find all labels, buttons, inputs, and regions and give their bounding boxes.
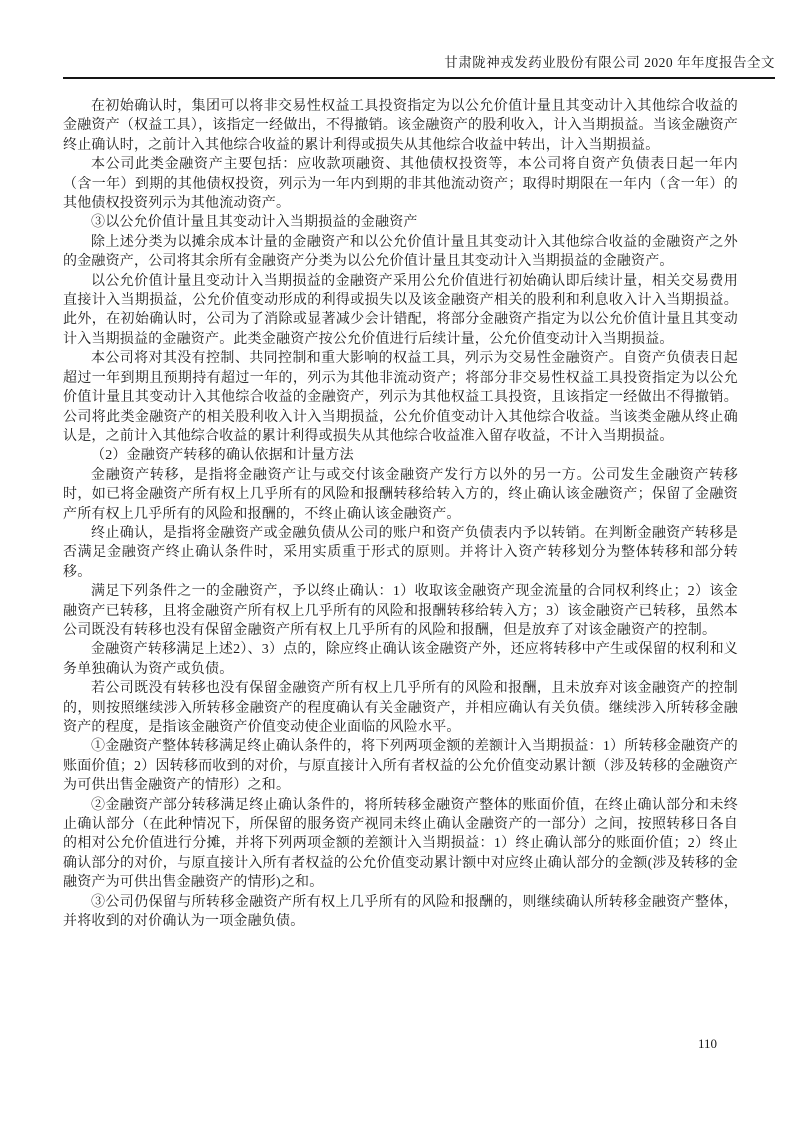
body-paragraph: ①金融资产整体转移满足终止确认条件的，将下列两项金额的差额计入当期损益：1）所转移金融资产的账面价值；2）因转移而收到的对价，与原直接计入所有者权益的公允价值变动累计额（涉及转移的金融资产为可供出售金融资产的情形）之和。 xyxy=(63,739,738,794)
body-paragraph: 若公司既没有转移也没有保留金融资产所有权上几乎所有的风险和报酬，且未放弃对该金融资产的控制的，则按照继续涉入所转移金融资产的程度确认有关金融资产，并相应确认有关负债。继续涉入所转移金融资产的程度，是指该金融资产价值变动使企业面临的风险水平。 xyxy=(63,681,738,735)
body-paragraph: 除上述分类为以摊余成本计量的金融资产和以公允价值计量且其变动计入其他综合收益的金融资产之外的金融资产，公司将其余所有金融资产分类为以公允价值计量且其变动计入当期损益的金融资产。 xyxy=(63,234,738,270)
header-rule xyxy=(63,77,775,79)
body-paragraph: 满足下列条件之一的金融资产，予以终止确认：1）收取该金融资产现金流量的合同权利终止；2）该金融资产已转移，且将金融资产所有权上几乎所有的风险和报酬转移给转入方；3）该金融资产已转移，虽然本公司既没有转移也没有保留金融资产所有权上几乎所有的风险和报酬，但是放弃了对该金融资产的控制。 xyxy=(63,584,738,638)
section-heading-fvtpl: ③以公允价值计量且其变动计入当期损益的金融资产 xyxy=(91,215,418,231)
body-paragraph: ②金融资产部分转移满足终止确认条件的，将所转移金融资产整体的账面价值，在终止确认部分和未终止确认部分（在此种情况下，所保留的服务资产视同未终止确认金融资产的一部分）之间，按照转移日各自的相对公允价值进行分摊，并将下列两项金额的差额计入当期损益：1）终止确认部分的账面价值；2）终止确认部分的对价，与原直接计入所有者权益的公允价值变动累计额中对应终止确认部分的金额(涉及转移的金融资产为可供出售金融资产的情形)之和。 xyxy=(63,797,738,891)
body-paragraph: 终止确认，是指将金融资产或金融负债从公司的账户和资产负债表内予以转销。在判断金融资产转移是否满足金融资产终止确认条件时，采用实质重于形式的原则。并将计入资产转移划分为整体转移和部分转移。 xyxy=(63,525,738,580)
body-paragraph: 本公司此类金融资产主要包括：应收款项融资、其他债权投资等，本公司将自资产负债表日起一年内（含一年）到期的其他债权投资，列示为一年内到期的非其他流动资产；取得时期限在一年内（含一年）的其他债权投资列示为其他流动资产。 xyxy=(63,157,738,212)
body-paragraph: 在初始确认时，集团可以将非交易性权益工具投资指定为以公允价值计量且其变动计入其他综合收益的金融资产（权益工具），该指定一经做出，不得撤销。该金融资产的股利收入，计入当期损益。当该金融资产终止确认时，之前计入其他综合收益的累计利得或损失从其他综合收益中转出，计入当期损益。 xyxy=(63,99,738,153)
body-paragraph: 金融资产转移，是指将金融资产让与或交付该金融资产发行方以外的另一方。公司发生金融资产转移时，如已将金融资产所有权上几乎所有的风险和报酬转移给转入方的，终止确认该金融资产；保留了金融资产所有权上几乎所有的风险和报酬的，不终止确认该金融资产。 xyxy=(63,467,738,522)
report-body xyxy=(63,97,738,931)
report-header-title: 甘肃陇神戎发药业股份有限公司 2020 年年度报告全文 xyxy=(444,55,775,70)
body-paragraph: 以公允价值计量且变动计入当期损益的金融资产采用公允价值进行初始确认即后续计量，相关交易费用直接计入当期损益，公允价值变动形成的利得或损失以及该金融资产相关的股利和利息收入计入当期损益。此外，在初始确认时，公司为了消除或显著减少会计错配，将部分金融资产指定为以公允价值计量且其变动计入当期损益的金融资产。此类金融资产按公允价值进行后续计量，公允价值变动计入当期损益。 xyxy=(63,273,738,347)
body-paragraph: 金融资产转移满足上述2）、3）点的，除应终止确认该金融资产外，还应将转移中产生或保留的权利和义务单独确认为资产或负债。 xyxy=(63,642,738,677)
body-paragraph: 本公司将对其没有控制、共同控制和重大影响的权益工具，列示为交易性金融资产。自资产负债表日起超过一年到期且预期持有超过一年的，列示为其他非流动资产；将部分非交易性权益工具投资指定为以公允价值计量且其变动计入其他综合收益的金融资产，列示为其他权益工具投资，且该指定一经做出不得撤销。公司将此类金融资产的相关股利收入计入当期损益，公允价值变动计入其他综合收益。当该类金融从终止确认是，之前计入其他综合收益的累计利得或损失从其他综合收益准入留存收益，不计入当期损益。 xyxy=(63,351,738,444)
page-number: 110 xyxy=(698,1036,718,1051)
section-heading-transfer: （2）金融资产转移的确认依据和计量方法 xyxy=(91,448,354,464)
body-paragraph: ③公司仍保留与所转移金融资产所有权上几乎所有的风险和报酬的，则继续确认所转移金融资产整体，并将收到的对价确认为一项金融负债。 xyxy=(63,894,738,930)
